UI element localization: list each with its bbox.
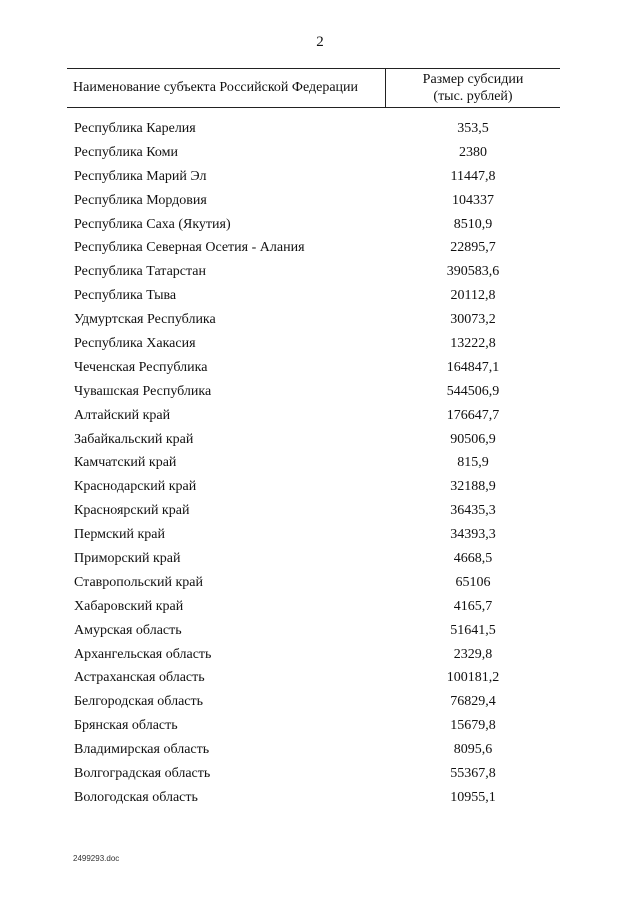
table-header <box>67 68 560 108</box>
region-name: Архангельская область <box>74 646 212 662</box>
table-row <box>0 742 640 766</box>
table-row <box>0 240 640 264</box>
region-name: Красноярский край <box>74 503 190 519</box>
subsidy-value: 76829,4 <box>450 694 496 710</box>
subsidy-value: 22895,7 <box>450 240 496 256</box>
subsidy-value: 90506,9 <box>450 431 496 447</box>
subsidy-value: 544506,9 <box>446 383 500 399</box>
table-row <box>0 479 640 503</box>
table-row <box>0 193 640 217</box>
region-name: Чувашская Республика <box>74 383 212 399</box>
table-row <box>0 312 640 336</box>
region-name: Удмуртская Республика <box>74 312 216 328</box>
subsidy-value: 13222,8 <box>450 336 496 352</box>
subsidy-value: 65106 <box>455 574 491 590</box>
table-row <box>0 336 640 360</box>
region-name: Приморский край <box>74 551 181 567</box>
table-row <box>0 694 640 718</box>
region-name: Республика Марий Эл <box>74 168 207 184</box>
subsidy-value: 11447,8 <box>450 168 496 184</box>
table-row <box>0 432 640 456</box>
region-name: Забайкальский край <box>74 431 194 447</box>
region-name: Республика Татарстан <box>74 264 207 280</box>
region-name: Алтайский край <box>74 407 171 423</box>
region-name: Республика Карелия <box>74 121 196 136</box>
subsidy-value: 10955,1 <box>450 789 496 805</box>
subsidy-value: 36435,3 <box>450 503 496 519</box>
table-row <box>0 121 640 145</box>
page-number: 2 <box>316 34 324 50</box>
subsidy-value: 4165,7 <box>453 598 493 614</box>
region-name: Брянская область <box>74 718 178 734</box>
subsidy-value: 32188,9 <box>450 479 496 495</box>
table-body <box>0 121 640 814</box>
table-row <box>0 599 640 623</box>
table-row <box>0 503 640 527</box>
region-name: Камчатский край <box>74 455 177 471</box>
region-name: Краснодарский край <box>74 479 197 495</box>
subsidy-value: 104337 <box>452 192 494 208</box>
region-name: Хабаровский край <box>74 598 184 614</box>
table-row <box>0 766 640 790</box>
subsidy-value: 2380 <box>459 144 487 160</box>
subsidy-value: 164847,1 <box>446 359 500 375</box>
subsidy-value: 51641,5 <box>450 622 496 638</box>
column-header-subsidy-line1: Размер субсидии <box>422 72 524 87</box>
region-name: Республика Тыва <box>74 288 177 304</box>
column-header-region-name: Наименование субъекта Российской Федерации <box>73 80 359 95</box>
region-name: Пермский край <box>74 527 165 543</box>
column-header-subsidy-line2: (тыс. рублей) <box>433 89 513 104</box>
region-name: Чеченская Республика <box>74 359 208 375</box>
region-name: Ставропольский край <box>74 574 203 590</box>
region-name: Волгоградская область <box>74 766 211 782</box>
table-row <box>0 384 640 408</box>
subsidy-value: 390583,6 <box>446 264 500 280</box>
table-row <box>0 647 640 671</box>
region-name: Вологодская область <box>74 789 198 805</box>
table-row <box>0 360 640 384</box>
table-row <box>0 455 640 479</box>
region-name: Республика Мордовия <box>74 192 207 208</box>
subsidy-value: 30073,2 <box>450 312 496 328</box>
region-name: Республика Хакасия <box>74 336 196 352</box>
subsidy-value: 815,9 <box>457 455 489 471</box>
subsidy-value: 2329,8 <box>453 646 493 662</box>
table-row <box>0 790 640 814</box>
subsidy-value: 4668,5 <box>453 551 493 567</box>
table-row <box>0 670 640 694</box>
table-row <box>0 145 640 169</box>
table-row <box>0 288 640 312</box>
subsidy-value: 8095,6 <box>453 742 493 758</box>
region-name: Республика Коми <box>74 144 178 160</box>
subsidy-value: 34393,3 <box>450 527 496 543</box>
subsidy-value: 176647,7 <box>446 407 500 423</box>
subsidy-value: 55367,8 <box>450 766 496 782</box>
subsidy-value: 100181,2 <box>446 670 500 686</box>
subsidy-value: 8510,9 <box>453 216 493 232</box>
subsidy-value: 20112,8 <box>450 288 496 304</box>
document-filename: 2499293.doc <box>73 854 120 863</box>
region-name: Астраханская область <box>74 670 205 686</box>
table-row <box>0 264 640 288</box>
column-header-subsidy-amount <box>386 71 560 105</box>
region-name: Белгородская область <box>74 694 204 710</box>
region-name: Владимирская область <box>74 742 210 758</box>
subsidy-value: 353,5 <box>457 121 489 136</box>
subsidy-value: 15679,8 <box>450 718 496 734</box>
table-row <box>0 217 640 241</box>
table-row <box>0 169 640 193</box>
region-name: Республика Северная Осетия - Алания <box>74 240 305 256</box>
region-name: Республика Саха (Якутия) <box>74 216 231 232</box>
table-row <box>0 575 640 599</box>
table-row <box>0 623 640 647</box>
region-name: Амурская область <box>74 622 182 638</box>
table-row <box>0 551 640 575</box>
table-row <box>0 718 640 742</box>
table-row <box>0 527 640 551</box>
table-row <box>0 408 640 432</box>
